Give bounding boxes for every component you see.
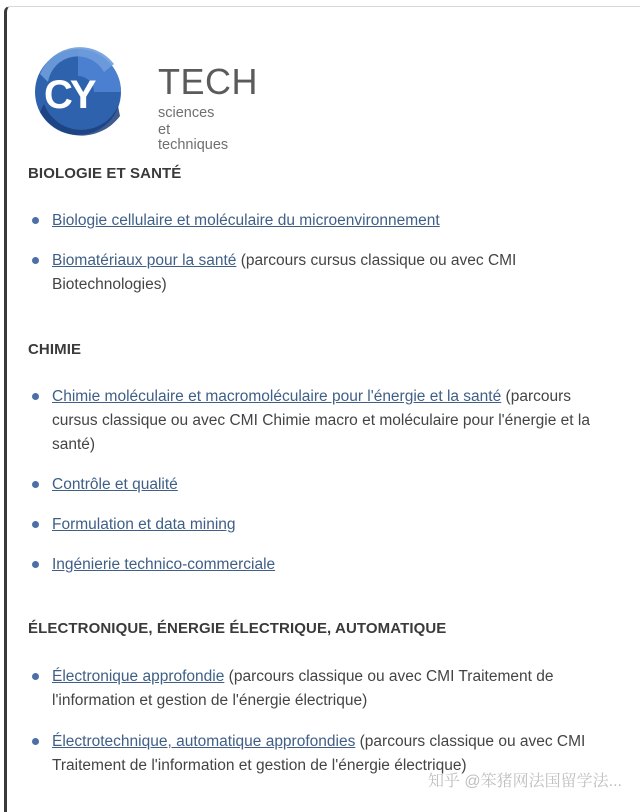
list-item bbox=[28, 513, 620, 537]
program-link[interactable]: Biologie cellulaire et moléculaire du microenvironnement bbox=[52, 212, 440, 229]
logo-wordmark: TECH bbox=[158, 61, 258, 102]
list-item bbox=[28, 473, 620, 497]
section-title-biologie-sante: BIOLOGIE ET SANTÉ bbox=[28, 165, 182, 182]
list-item bbox=[28, 385, 620, 457]
list-item bbox=[28, 249, 620, 297]
program-link[interactable]: Ingénierie technico-commerciale bbox=[52, 556, 276, 573]
program-link[interactable]: Électrotechnique, automatique approfondies bbox=[52, 733, 356, 750]
watermark-text: 知乎 @笨猪网法国留学法... bbox=[427, 773, 622, 790]
program-detail: (parcours classique ou avec CMI Traitement de l'information et gestion de l'énergie électrique) bbox=[52, 733, 586, 774]
program-link[interactable]: Chimie moléculaire et macromoléculaire pour l'énergie et la santé bbox=[52, 388, 502, 405]
section-title-electronique: ÉLECTRONIQUE, ÉNERGIE ÉLECTRIQUE, AUTOMATIQUE bbox=[28, 620, 447, 637]
logo-subtitle-line1: sciences bbox=[158, 105, 215, 121]
bullet bbox=[32, 257, 39, 264]
cy-tech-logo bbox=[34, 34, 258, 153]
bullet bbox=[32, 217, 39, 224]
bullet bbox=[32, 561, 39, 568]
section-title-chimie: CHIMIE bbox=[28, 341, 82, 358]
svg-text:CY: CY bbox=[44, 73, 94, 117]
cy-logo-icon bbox=[34, 34, 159, 144]
program-detail: (parcours cursus classique ou avec CMI Biotechnologies) bbox=[52, 252, 517, 293]
logo-subtitle-line2: et techniques bbox=[158, 122, 229, 153]
bullet bbox=[32, 393, 39, 400]
bullet bbox=[32, 673, 39, 680]
list-item bbox=[28, 665, 620, 713]
list-item bbox=[28, 209, 620, 233]
list-item bbox=[28, 553, 620, 577]
program-detail: (parcours cursus classique ou avec CMI Chimie macro et moléculaire pour l'énergie et la santé) bbox=[52, 388, 590, 453]
program-link[interactable]: Formulation et data mining bbox=[52, 516, 236, 533]
program-link[interactable]: Biomatériaux pour la santé bbox=[52, 252, 237, 269]
bullet bbox=[32, 738, 39, 745]
bullet bbox=[32, 521, 39, 528]
program-detail: (parcours classique ou avec CMI Traitement de l'information et gestion de l'énergie électrique) bbox=[52, 668, 554, 709]
bullet bbox=[32, 481, 39, 488]
program-link[interactable]: Électronique approfondie bbox=[52, 668, 225, 685]
program-link[interactable]: Contrôle et qualité bbox=[52, 476, 178, 493]
